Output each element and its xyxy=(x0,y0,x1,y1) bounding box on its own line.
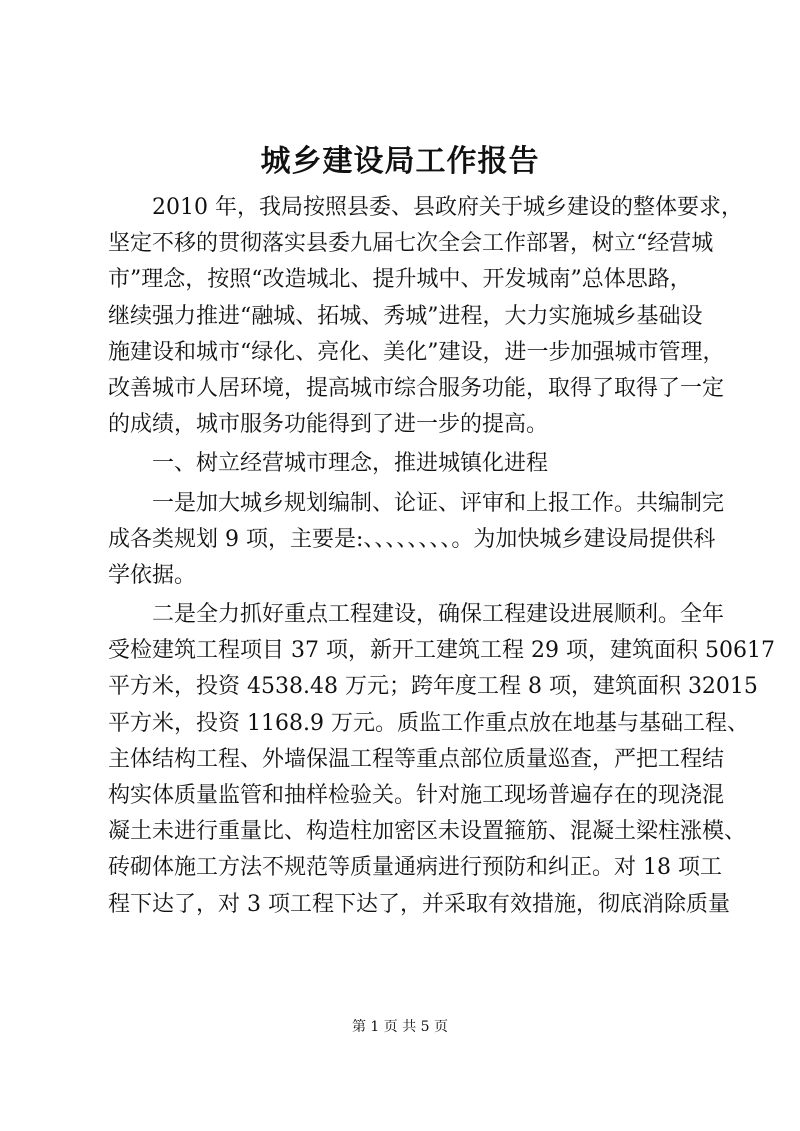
paragraph-1-line-5: 施建设和城市“绿化、亮化、美化”建设，进一步加强城市管理， xyxy=(108,339,725,365)
paragraph-2-line-1: 一是加大城乡规划编制、论证、评审和上报工作。共编制完 xyxy=(152,490,725,516)
paragraph-3-line-1: 二是全力抓好重点工程建设，确保工程建设进展顺利。全年 xyxy=(152,602,725,628)
document-body xyxy=(108,190,775,923)
paragraph-1-line-4: 继续强力推进“融城、拓城、秀城”进程，大力实施城乡基础设 xyxy=(108,303,703,329)
paragraph-3-line-5: 主体结构工程、外墙保温工程等重点部位质量巡查，严把工程结 xyxy=(108,746,725,772)
paragraph-2-line-3: 学依据。 xyxy=(108,562,197,588)
page-number-footer: 第 1 页 共 5 页 xyxy=(351,1019,449,1035)
paragraph-3-line-7: 凝土未进行重量比、构造柱加密区未设置箍筋、混凝土梁柱涨模、 xyxy=(108,819,747,845)
paragraph-1-line-3: 市”理念，按照“改造城北、提升城中、开发城南”总体思路， xyxy=(108,267,692,293)
paragraph-3-line-4: 平方米，投资 1168.9 万元。质监工作重点放在地基与基础工程、 xyxy=(108,710,749,736)
paragraph-3-line-8: 砖砌体施工方法不规范等质量通病进行预防和纠正。对 18 项工 xyxy=(108,855,722,881)
document-title: 城乡建设局工作报告 xyxy=(260,144,540,179)
paragraph-3-line-9: 程下达了，对 3 项工程下达了，并采取有效措施，彻底消除质量 xyxy=(108,891,730,917)
paragraph-3-line-6: 构实体质量监管和抽样检验关。针对施工现场普遍存在的现浇混 xyxy=(108,783,725,808)
paragraph-3-line-2: 受检建筑工程项目 37 项，新开工建筑工程 29 项，建筑面积 50617 xyxy=(108,638,775,664)
paragraph-1-line-2: 坚定不移的贯彻落实县委九届七次全会工作部署，树立“经营城 xyxy=(108,231,714,257)
paragraph-1-line-7: 的成绩，城市服务功能得到了进一步的提高。 xyxy=(108,412,549,438)
paragraph-2-line-2: 成各类规划 9 项，主要是:、、、、、、、、。为加快城乡建设局提供科 xyxy=(108,526,716,552)
paragraph-3-line-3: 平方米，投资 4538.48 万元；跨年度工程 8 项，建筑面积 32015 xyxy=(108,674,758,700)
section-heading-1: 一、树立经营城市理念，推进城镇化进程 xyxy=(152,451,549,477)
paragraph-1-line-6: 改善城市人居环境，提高城市综合服务功能，取得了取得了一定 xyxy=(108,375,725,401)
paragraph-1-line-1: 2010 年，我局按照县委、县政府关于城乡建设的整体要求， xyxy=(152,195,743,220)
